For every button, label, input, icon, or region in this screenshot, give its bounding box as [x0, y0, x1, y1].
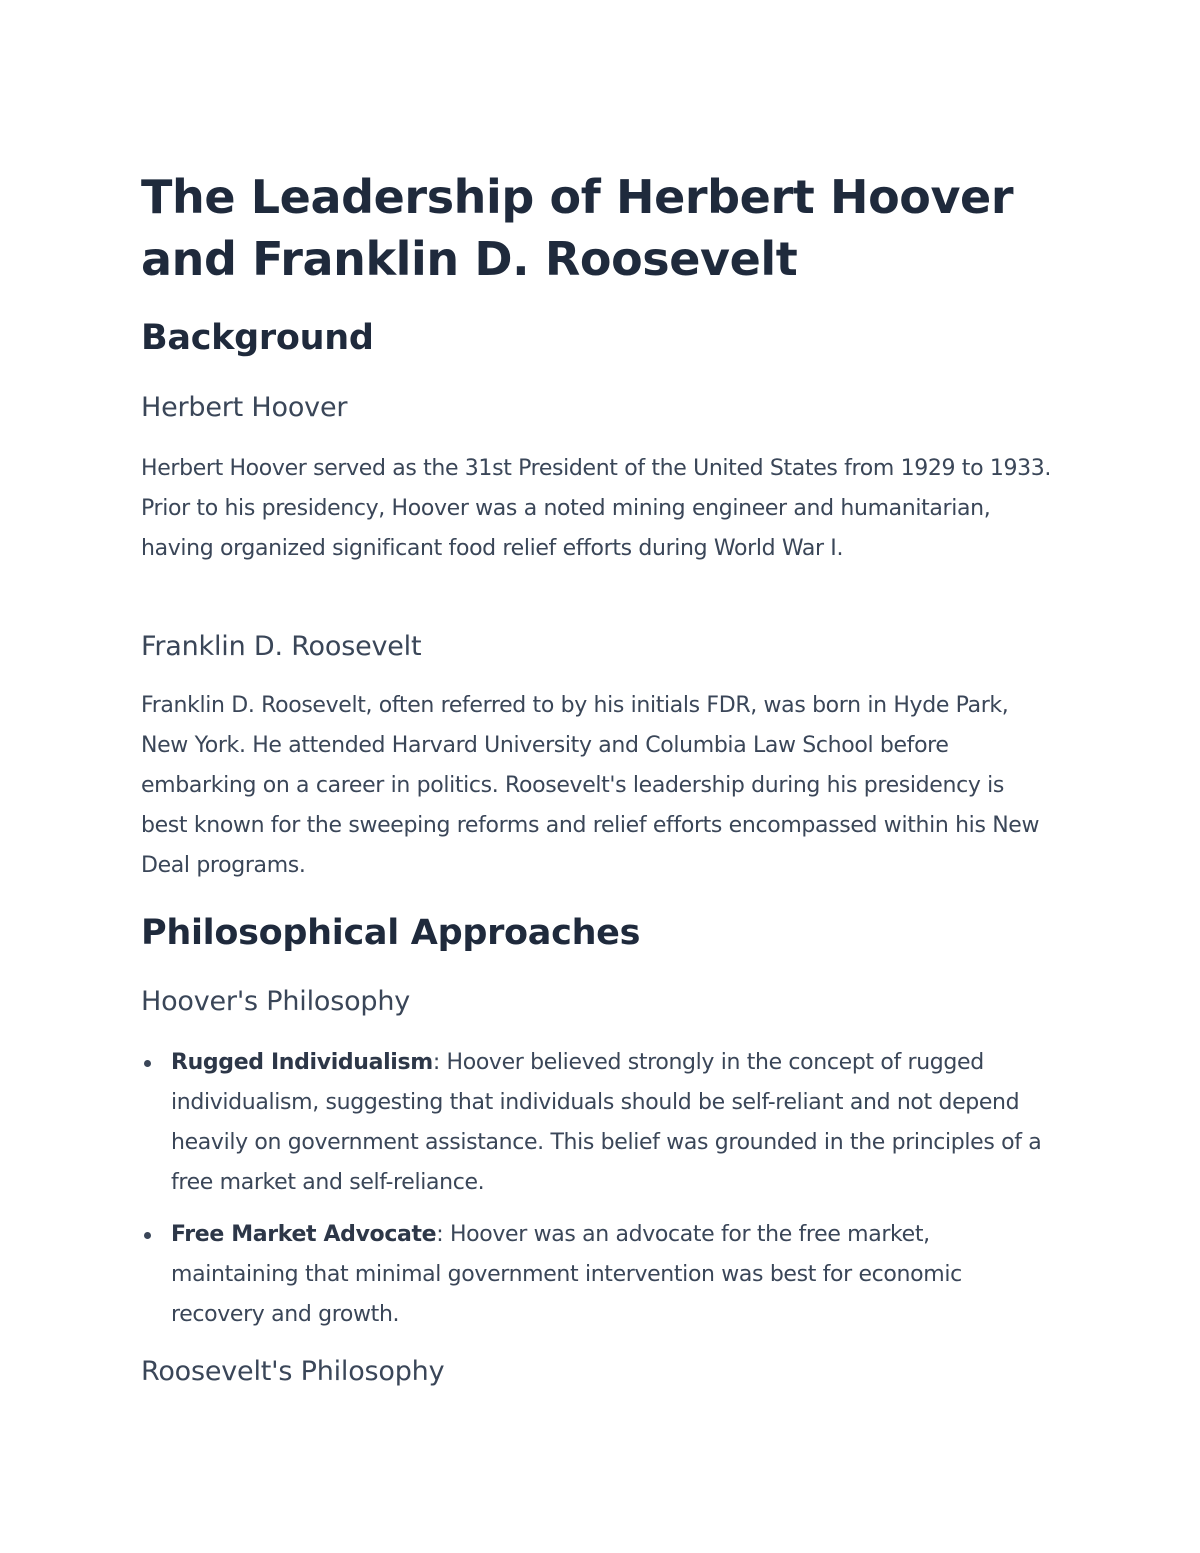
bullet-icon	[144, 1232, 151, 1239]
list-item-text: : Hoover believed strongly in the concept of rugged individualism, suggesting that individuals should be self-reliant and not depend heavily on government assistance. This belief was grounded in the principles of a free market and self-reliance.	[171, 1050, 1042, 1195]
section-heading-background: Background	[141, 318, 374, 358]
list-item-text: : Hoover was an advocate for the free market, maintaining that minimal government intervention was best for economic recovery and growth.	[171, 1222, 962, 1327]
list-item-term: Free Market Advocate	[171, 1222, 437, 1247]
subsection-heading-franklin-roosevelt: Franklin D. Roosevelt	[141, 631, 422, 662]
list-item	[141, 1215, 1056, 1335]
subsection-heading-roosevelts-philosophy: Roosevelt's Philosophy	[141, 1356, 445, 1387]
hoover-philosophy-list	[141, 1043, 1056, 1335]
document-title: The Leadership of Herbert Hoover and Franklin D. Roosevelt	[141, 170, 1014, 286]
paragraph-hoover-bio: Herbert Hoover served as the 31st President of the United States from 1929 to 1933. Prior to his presidency, Hoover was a noted mining engineer and humanitarian, having organized significant food relief efforts during World War I.	[141, 456, 1052, 561]
bullet-icon	[144, 1060, 151, 1067]
list-item-term: Rugged Individualism	[171, 1050, 433, 1075]
paragraph-roosevelt-bio: Franklin D. Roosevelt, often referred to by his initials FDR, was born in Hyde Park, New York. He attended Harvard University and Columbia Law School before embarking on a career in politics. Roosevelt's leadership during his presidency is best known for the sweeping reforms and relief efforts encompassed within his New Deal programs.	[141, 693, 1040, 878]
section-heading-philosophical-approaches: Philosophical Approaches	[141, 913, 641, 953]
subsection-heading-herbert-hoover: Herbert Hoover	[141, 392, 348, 423]
subsection-heading-hoovers-philosophy: Hoover's Philosophy	[141, 986, 411, 1017]
list-item	[141, 1043, 1056, 1203]
